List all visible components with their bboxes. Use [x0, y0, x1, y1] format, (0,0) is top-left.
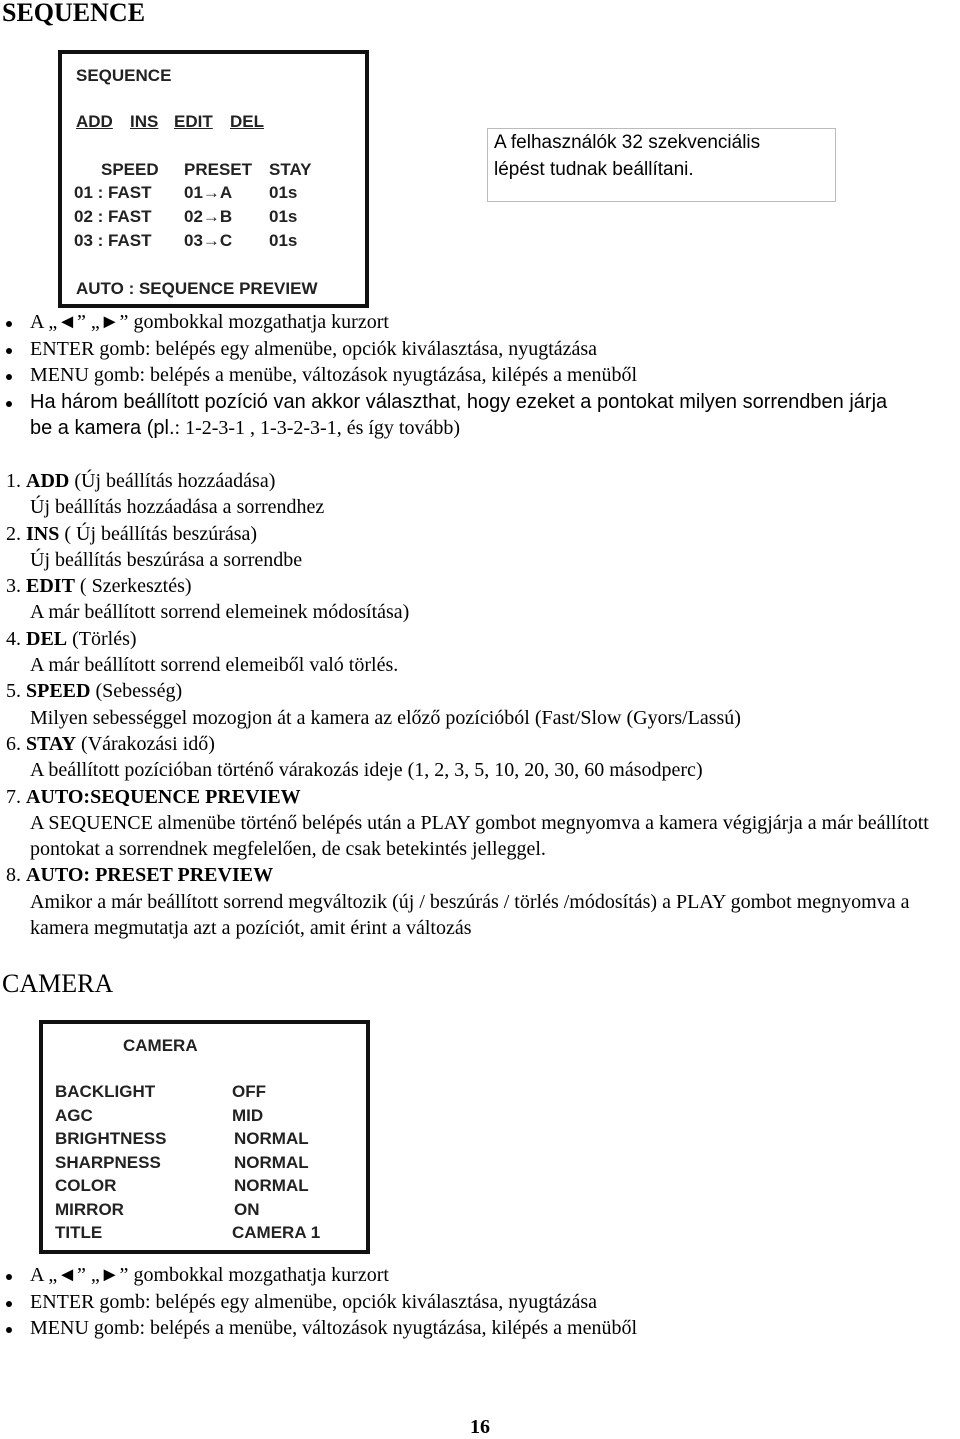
bullet-long-line2a: be a kamera (pl.: [30, 417, 175, 439]
osd-row-speed: 01 : FAST: [74, 183, 152, 202]
item-description: A már beállított sorrend elemeiből való törlés.: [30, 654, 399, 677]
bullet-item: MENU gomb: belépés a menübe, változások nyugtázása, kilépés a menüből: [0, 362, 960, 389]
item-number: 8.: [6, 864, 21, 887]
item-key: AUTO: PRESET PREVIEW: [26, 864, 274, 887]
osd-setting-value: NORMAL: [234, 1129, 309, 1148]
osd-header-speed: SPEED: [101, 160, 159, 179]
item-title: ( Szerkesztés): [74, 575, 192, 598]
list-item: [6, 521, 956, 574]
item-key: INS: [26, 522, 60, 545]
osd-title: SEQUENCE: [76, 66, 172, 85]
camera-control-bullets: [0, 1262, 960, 1342]
item-key: SPEED: [26, 680, 91, 703]
osd-footer: AUTO : SEQUENCE PREVIEW: [76, 279, 318, 298]
bullet-item: A „◄” „►” gombokkal mozgathatja kurzort: [0, 309, 960, 336]
item-number: 6.: [6, 732, 21, 755]
bullet-long-line1: Ha három beállított pozíció van akkor választhat, hogy ezeket a pontokat milyen sorrendben járja: [30, 390, 888, 413]
list-item: [6, 678, 956, 731]
camera-osd-screen: [39, 1020, 370, 1254]
item-key: EDIT: [26, 575, 75, 598]
sequence-note: [487, 128, 836, 202]
item-key: DEL: [26, 627, 68, 650]
osd-setting-label: BRIGHTNESS: [55, 1129, 167, 1148]
item-description: A SEQUENCE almenübe történő belépés után a PLAY gombot megnyomva a kamera végigjárja a már beállított pontokat a sorrendnek megfelelően, de csak betekintés jelleggel.: [30, 811, 929, 861]
osd-row-preset: 02→B: [184, 207, 233, 226]
osd-header-stay: STAY: [269, 160, 312, 179]
osd-title: CAMERA: [123, 1036, 198, 1055]
bullet-item: ENTER gomb: belépés egy almenübe, opciók kiválasztása, nyugtázása: [0, 336, 960, 363]
item-title: (Várakozási idő): [76, 732, 215, 755]
osd-setting-value: NORMAL: [234, 1153, 309, 1172]
osd-menu-add: ADD: [76, 112, 113, 131]
item-number: 4.: [6, 627, 21, 650]
sequence-osd-screen: [58, 50, 369, 308]
item-description: A beállított pozícióban történő várakozás ideje (1, 2, 3, 5, 10, 20, 30, 60 másodperc): [30, 759, 703, 782]
sequence-items: [6, 468, 956, 941]
item-number: 1.: [6, 470, 21, 492]
osd-setting-label: BACKLIGHT: [55, 1082, 156, 1101]
osd-header-preset: PRESET: [184, 160, 253, 179]
item-description: A már beállított sorrend elemeinek módosítása): [30, 601, 410, 624]
osd-setting-value: OFF: [232, 1082, 266, 1101]
item-description: Milyen sebességgel mozogjon át a kamera az előző pozícióból (Fast/Slow (Gyors/Lassú): [30, 706, 741, 729]
control-bullets: [0, 309, 960, 442]
item-description: Új beállítás hozzáadása a sorrendhez: [30, 496, 325, 519]
list-item: [6, 468, 956, 521]
item-key: AUTO:SEQUENCE PREVIEW: [26, 785, 301, 808]
item-title: (Sebesség): [90, 680, 183, 703]
note-line: A felhasználók 32 szekvenciális: [494, 132, 761, 153]
osd-row-speed: 02 : FAST: [74, 207, 152, 226]
item-title: (Törlés): [67, 627, 137, 650]
item-number: 3.: [6, 575, 21, 598]
osd-setting-label: MIRROR: [55, 1200, 124, 1219]
list-item: [6, 573, 956, 626]
item-number: 2.: [6, 522, 21, 545]
item-key: STAY: [26, 732, 77, 755]
item-title: ( Új beállítás beszúrása): [59, 522, 258, 545]
item-description: Új beállítás beszúrása a sorrendbe: [30, 548, 303, 571]
osd-setting-value: MID: [232, 1106, 264, 1125]
osd-row-preset: 01→A: [184, 183, 233, 202]
item-title: (Új beállítás hozzáadása): [69, 470, 276, 492]
item-key: ADD: [26, 470, 70, 492]
bullet-item-long: [0, 389, 960, 442]
osd-row-stay: 01s: [269, 231, 298, 250]
bullet-item: ENTER gomb: belépés egy almenübe, opciók kiválasztása, nyugtázása: [0, 1289, 960, 1316]
osd-setting-label: SHARPNESS: [55, 1153, 161, 1172]
osd-row-stay: 01s: [269, 183, 298, 202]
osd-setting-value: NORMAL: [234, 1176, 309, 1195]
note-line: lépést tudnak beállítani.: [494, 159, 694, 180]
list-item: [6, 731, 956, 784]
osd-setting-label: TITLE: [55, 1223, 103, 1242]
osd-menu-ins: INS: [130, 112, 159, 131]
osd-setting-label: COLOR: [55, 1176, 117, 1195]
list-item: [6, 626, 956, 679]
osd-row-stay: 01s: [269, 207, 298, 226]
osd-row-preset: 03→C: [184, 231, 233, 250]
sequence-heading: SEQUENCE: [2, 0, 146, 27]
osd-setting-value: CAMERA 1: [232, 1223, 321, 1242]
osd-setting-value: ON: [234, 1200, 260, 1219]
list-item: [6, 784, 956, 863]
item-description: Amikor a már beállított sorrend megváltozik (új / beszúrás / törlés /módosítás) a PLAY gombot megnyomva a kamera megmutatja azt a pozíciót, amit érint a változás: [30, 890, 910, 940]
list-item: [6, 862, 956, 941]
item-number: 5.: [6, 680, 21, 703]
osd-menu-edit: EDIT: [174, 112, 213, 131]
bullet-item: MENU gomb: belépés a menübe, változások nyugtázása, kilépés a menüből: [0, 1315, 960, 1342]
item-number: 7.: [6, 785, 21, 808]
camera-heading: CAMERA: [2, 969, 114, 998]
osd-menu-del: DEL: [230, 112, 264, 131]
bullet-item: A „◄” „►” gombokkal mozgathatja kurzort: [0, 1262, 960, 1289]
osd-row-speed: 03 : FAST: [74, 231, 152, 250]
bullet-long-line2b: : 1-2-3-1 , 1-3-2-3-1, és így tovább): [174, 417, 461, 439]
page-number: 16: [470, 1416, 490, 1438]
osd-setting-label: AGC: [55, 1106, 93, 1125]
